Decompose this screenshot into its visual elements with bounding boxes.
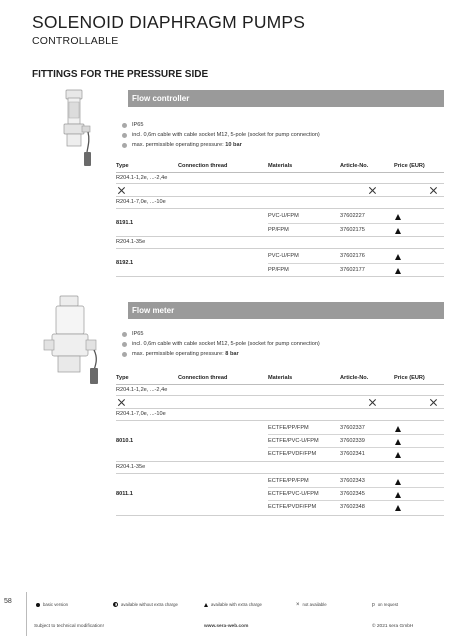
triangle-icon — [395, 452, 401, 458]
footer-divider — [26, 592, 27, 636]
triangle-icon — [395, 479, 401, 485]
filled-circle-icon — [36, 603, 40, 607]
table-row: 8010.1 ECTFE/PP/FPM 37602337 ECTFE/PVC-U/FPM 37602339 ECTFE/PVDF/FPM 37602341 — [116, 421, 444, 462]
page-title: SOLENOID DIAPHRAGM PUMPS — [32, 12, 306, 32]
feature-item: IP65 — [122, 329, 320, 339]
flow-controller-features — [122, 120, 320, 150]
flow-meter-table-header: Type Connection thread Materials Article-No. Price (EUR) — [116, 373, 444, 385]
footer-note: Subject to technical modification! — [34, 624, 104, 629]
section-heading: FITTINGS FOR THE PRESSURE SIDE — [32, 69, 209, 80]
x-mark-icon — [430, 399, 437, 406]
table-row — [116, 396, 444, 409]
legend-on-request: p on request — [372, 602, 399, 608]
x-mark-icon: × — [296, 601, 300, 608]
footer-website: www.sera-web.com — [204, 624, 249, 629]
triangle-icon — [395, 505, 401, 511]
page-subtitle: CONTROLLABLE — [32, 35, 119, 47]
x-mark-icon — [369, 187, 376, 194]
triangle-icon — [204, 603, 208, 607]
table-row: R204.1-1,2e, ...-2,4e — [116, 173, 444, 184]
triangle-icon — [395, 214, 401, 220]
legend-without-extra-charge: available without extra charge — [113, 602, 178, 607]
half-circle-icon — [113, 602, 118, 607]
flow-meter-features — [122, 329, 320, 359]
triangle-icon — [395, 492, 401, 498]
feature-item: IP65 — [122, 120, 320, 130]
table-row: R204.1-35e — [116, 237, 444, 249]
table-row: R204.1-7,0e, ...-10e — [116, 409, 444, 421]
triangle-icon — [395, 254, 401, 260]
table-row: R204.1-1,2e, ...-2,4e — [116, 385, 444, 396]
table-row — [116, 184, 444, 197]
feature-item: incl. 0,6m cable with cable socket M12, 5-pole (socket for pump connection) — [122, 339, 320, 349]
flow-controller-table-header: Type Connection thread Materials Article-No. Price (EUR) — [116, 161, 444, 173]
footer-copyright: © 2021 sera GmbH — [372, 624, 414, 629]
row-divider — [268, 434, 444, 435]
p-icon: p — [372, 602, 375, 608]
triangle-icon — [395, 426, 401, 432]
triangle-icon — [395, 268, 401, 274]
row-divider — [268, 447, 444, 448]
flow-controller-image — [52, 88, 104, 172]
page-number: 58 — [4, 598, 12, 605]
row-divider — [268, 263, 444, 264]
table-row: 8191.1 PVC-U/FPM 37602227 PP/FPM 37602175 — [116, 209, 444, 237]
row-divider — [268, 500, 444, 501]
triangle-icon — [395, 439, 401, 445]
x-mark-icon — [118, 187, 125, 194]
flow-meter-bar: Flow meter — [128, 302, 444, 319]
legend-basic-version: basic version — [36, 602, 68, 607]
row-divider — [268, 223, 444, 224]
feature-item: max. permissible operating pressure: 8 bar — [122, 349, 320, 359]
x-mark-icon — [430, 187, 437, 194]
feature-item: incl. 0,6m cable with cable socket M12, 5-pole (socket for pump connection) — [122, 130, 320, 140]
table-row: 8011.1 ECTFE/PP/FPM 37602343 ECTFE/PVC-U/FPM 37602345 ECTFE/PVDF/FPM 37602348 — [116, 474, 444, 516]
row-divider — [268, 487, 444, 488]
x-mark-icon — [369, 399, 376, 406]
legend-with-extra-charge: available with extra charge — [204, 602, 262, 607]
table-row: 8192.1 PVC-U/FPM 37602176 PP/FPM 37602177 — [116, 249, 444, 277]
table-row: R204.1-35e — [116, 462, 444, 474]
flow-controller-bar: Flow controller — [128, 90, 444, 107]
table-row: R204.1-7,0e, ...-10e — [116, 197, 444, 209]
triangle-icon — [395, 228, 401, 234]
legend-not-available: × not available — [296, 601, 327, 608]
flow-meter-image — [38, 292, 106, 388]
x-mark-icon — [118, 399, 125, 406]
feature-item: max. permissible operating pressure: 10 bar — [122, 140, 320, 150]
